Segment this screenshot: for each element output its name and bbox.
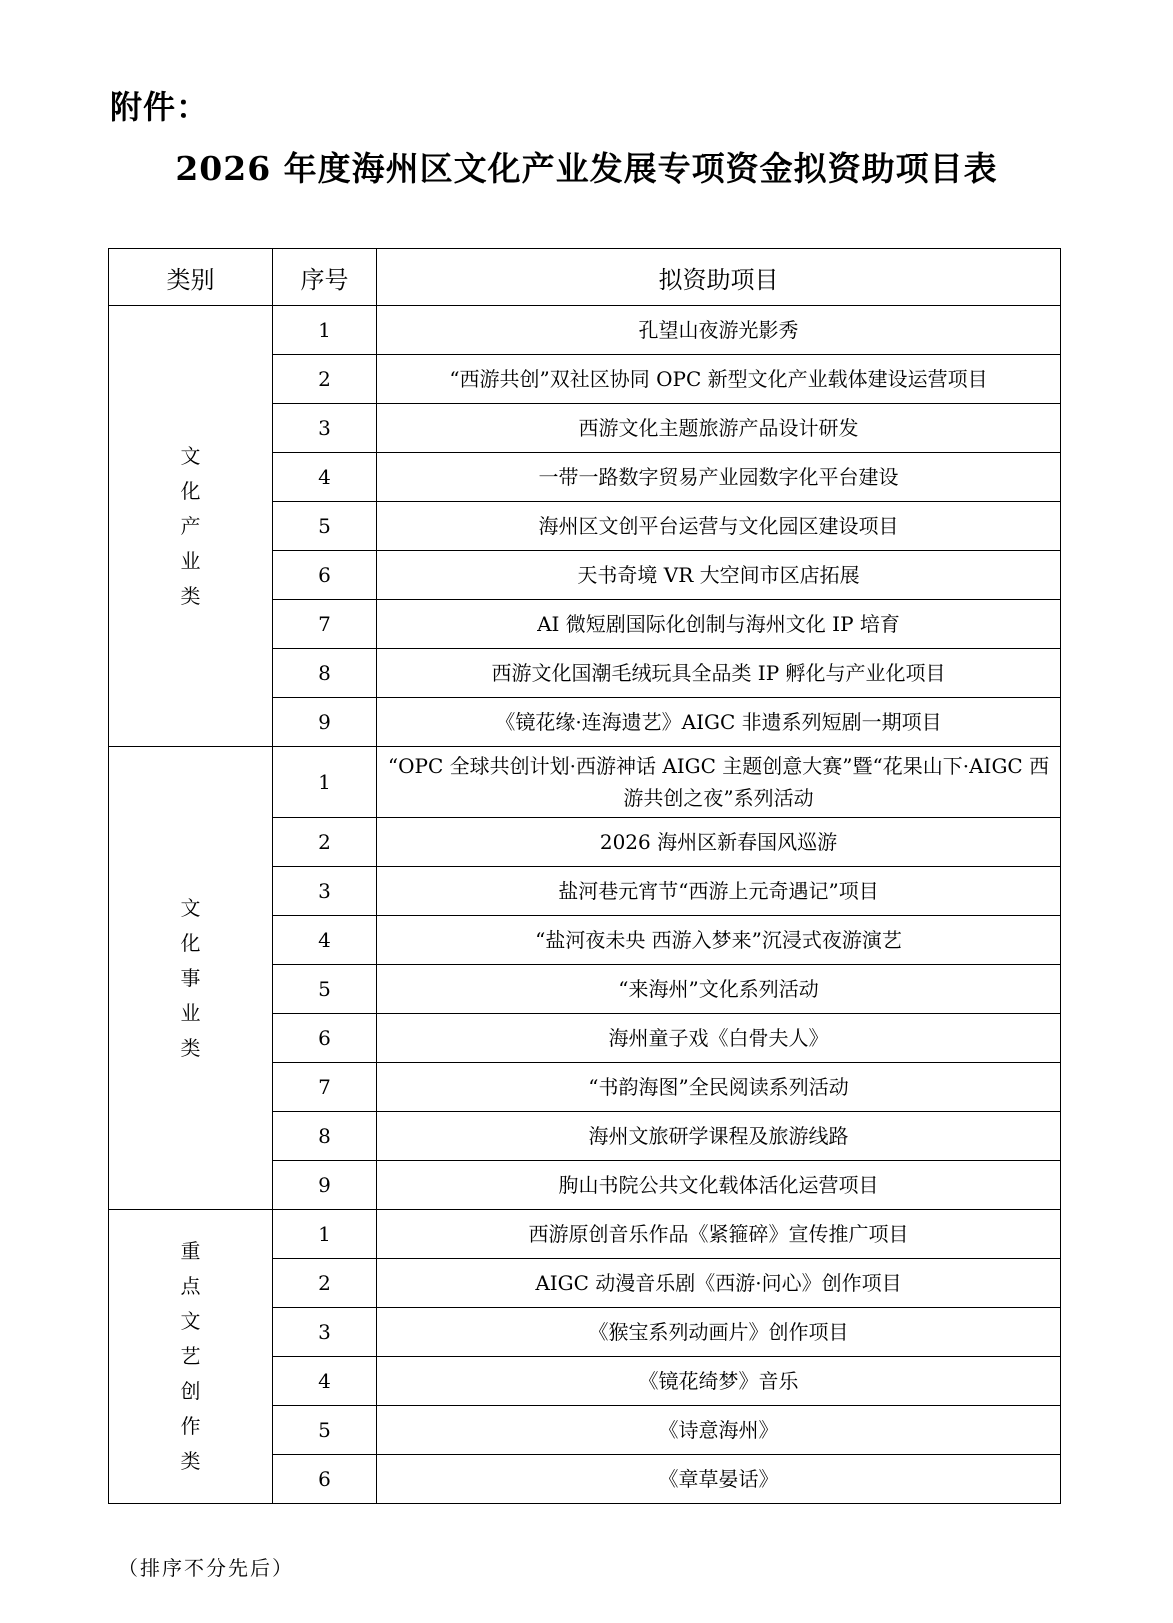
project-name: “盐河夜未央 西游入梦来”沉浸式夜游演艺 bbox=[377, 916, 1061, 965]
project-name: 西游文化主题旅游产品设计研发 bbox=[377, 404, 1061, 453]
document-title: 2026 年度海州区文化产业发展专项资金拟资助项目表 bbox=[175, 149, 998, 188]
row-number: 1 bbox=[273, 306, 377, 355]
project-name: “OPC 全球共创计划·西游神话 AIGC 主题创意大赛”暨“花果山下·AIGC 西游共创之夜”系列活动 bbox=[377, 747, 1061, 818]
row-number: 4 bbox=[273, 453, 377, 502]
attachment-label: 附件： bbox=[110, 88, 210, 126]
project-name: 《镜花绮梦》音乐 bbox=[377, 1357, 1061, 1406]
row-number: 1 bbox=[273, 1210, 377, 1259]
category-cell: 文 化 事 业 类 bbox=[109, 747, 273, 1210]
row-number: 2 bbox=[273, 818, 377, 867]
row-number: 9 bbox=[273, 1161, 377, 1210]
row-number: 5 bbox=[273, 965, 377, 1014]
row-number: 3 bbox=[273, 404, 377, 453]
row-number: 6 bbox=[273, 551, 377, 600]
row-number: 3 bbox=[273, 1308, 377, 1357]
project-name: 孔望山夜游光影秀 bbox=[377, 306, 1061, 355]
row-number: 5 bbox=[273, 1406, 377, 1455]
row-number: 8 bbox=[273, 649, 377, 698]
project-name: 《镜花缘·连海遗艺》AIGC 非遗系列短剧一期项目 bbox=[377, 698, 1061, 747]
table-header-row bbox=[109, 249, 1061, 306]
project-name: 海州区文创平台运营与文化园区建设项目 bbox=[377, 502, 1061, 551]
header-project: 拟资助项目 bbox=[377, 249, 1061, 306]
row-number: 9 bbox=[273, 698, 377, 747]
project-name: 《猴宝系列动画片》创作项目 bbox=[377, 1308, 1061, 1357]
category-cell: 文 化 产 业 类 bbox=[109, 306, 273, 747]
project-name: AIGC 动漫音乐剧《西游·问心》创作项目 bbox=[377, 1259, 1061, 1308]
project-name: 海州文旅研学课程及旅游线路 bbox=[377, 1112, 1061, 1161]
project-name: 西游原创音乐作品《紧箍碎》宣传推广项目 bbox=[377, 1210, 1061, 1259]
project-name: 2026 海州区新春国风巡游 bbox=[377, 818, 1061, 867]
table-row bbox=[109, 1210, 1061, 1259]
project-name: AI 微短剧国际化创制与海州文化 IP 培育 bbox=[377, 600, 1061, 649]
footnote: （排序不分先后） bbox=[118, 1556, 294, 1580]
row-number: 4 bbox=[273, 1357, 377, 1406]
row-number: 2 bbox=[273, 355, 377, 404]
row-number: 8 bbox=[273, 1112, 377, 1161]
row-number: 6 bbox=[273, 1455, 377, 1504]
project-name: 盐河巷元宵节“西游上元奇遇记”项目 bbox=[377, 867, 1061, 916]
row-number: 1 bbox=[273, 747, 377, 818]
project-name: “书韵海图”全民阅读系列活动 bbox=[377, 1063, 1061, 1112]
project-name: “来海州”文化系列活动 bbox=[377, 965, 1061, 1014]
project-name: 朐山书院公共文化载体活化运营项目 bbox=[377, 1161, 1061, 1210]
table-row bbox=[109, 306, 1061, 355]
project-name: 天书奇境 VR 大空间市区店拓展 bbox=[377, 551, 1061, 600]
row-number: 4 bbox=[273, 916, 377, 965]
table-row bbox=[109, 747, 1061, 818]
project-name: 一带一路数字贸易产业园数字化平台建设 bbox=[377, 453, 1061, 502]
row-number: 3 bbox=[273, 867, 377, 916]
category-cell: 重 点 文 艺 创 作 类 bbox=[109, 1210, 273, 1504]
row-number: 5 bbox=[273, 502, 377, 551]
row-number: 7 bbox=[273, 1063, 377, 1112]
row-number: 7 bbox=[273, 600, 377, 649]
funding-projects-table bbox=[108, 248, 1061, 1504]
header-number: 序号 bbox=[273, 249, 377, 306]
row-number: 2 bbox=[273, 1259, 377, 1308]
project-name: 西游文化国潮毛绒玩具全品类 IP 孵化与产业化项目 bbox=[377, 649, 1061, 698]
project-name: 海州童子戏《白骨夫人》 bbox=[377, 1014, 1061, 1063]
project-name: “西游共创”双社区协同 OPC 新型文化产业载体建设运营项目 bbox=[377, 355, 1061, 404]
table-body bbox=[109, 306, 1061, 1504]
project-name: 《诗意海州》 bbox=[377, 1406, 1061, 1455]
row-number: 6 bbox=[273, 1014, 377, 1063]
header-category: 类别 bbox=[109, 249, 273, 306]
project-name: 《章草晏话》 bbox=[377, 1455, 1061, 1504]
